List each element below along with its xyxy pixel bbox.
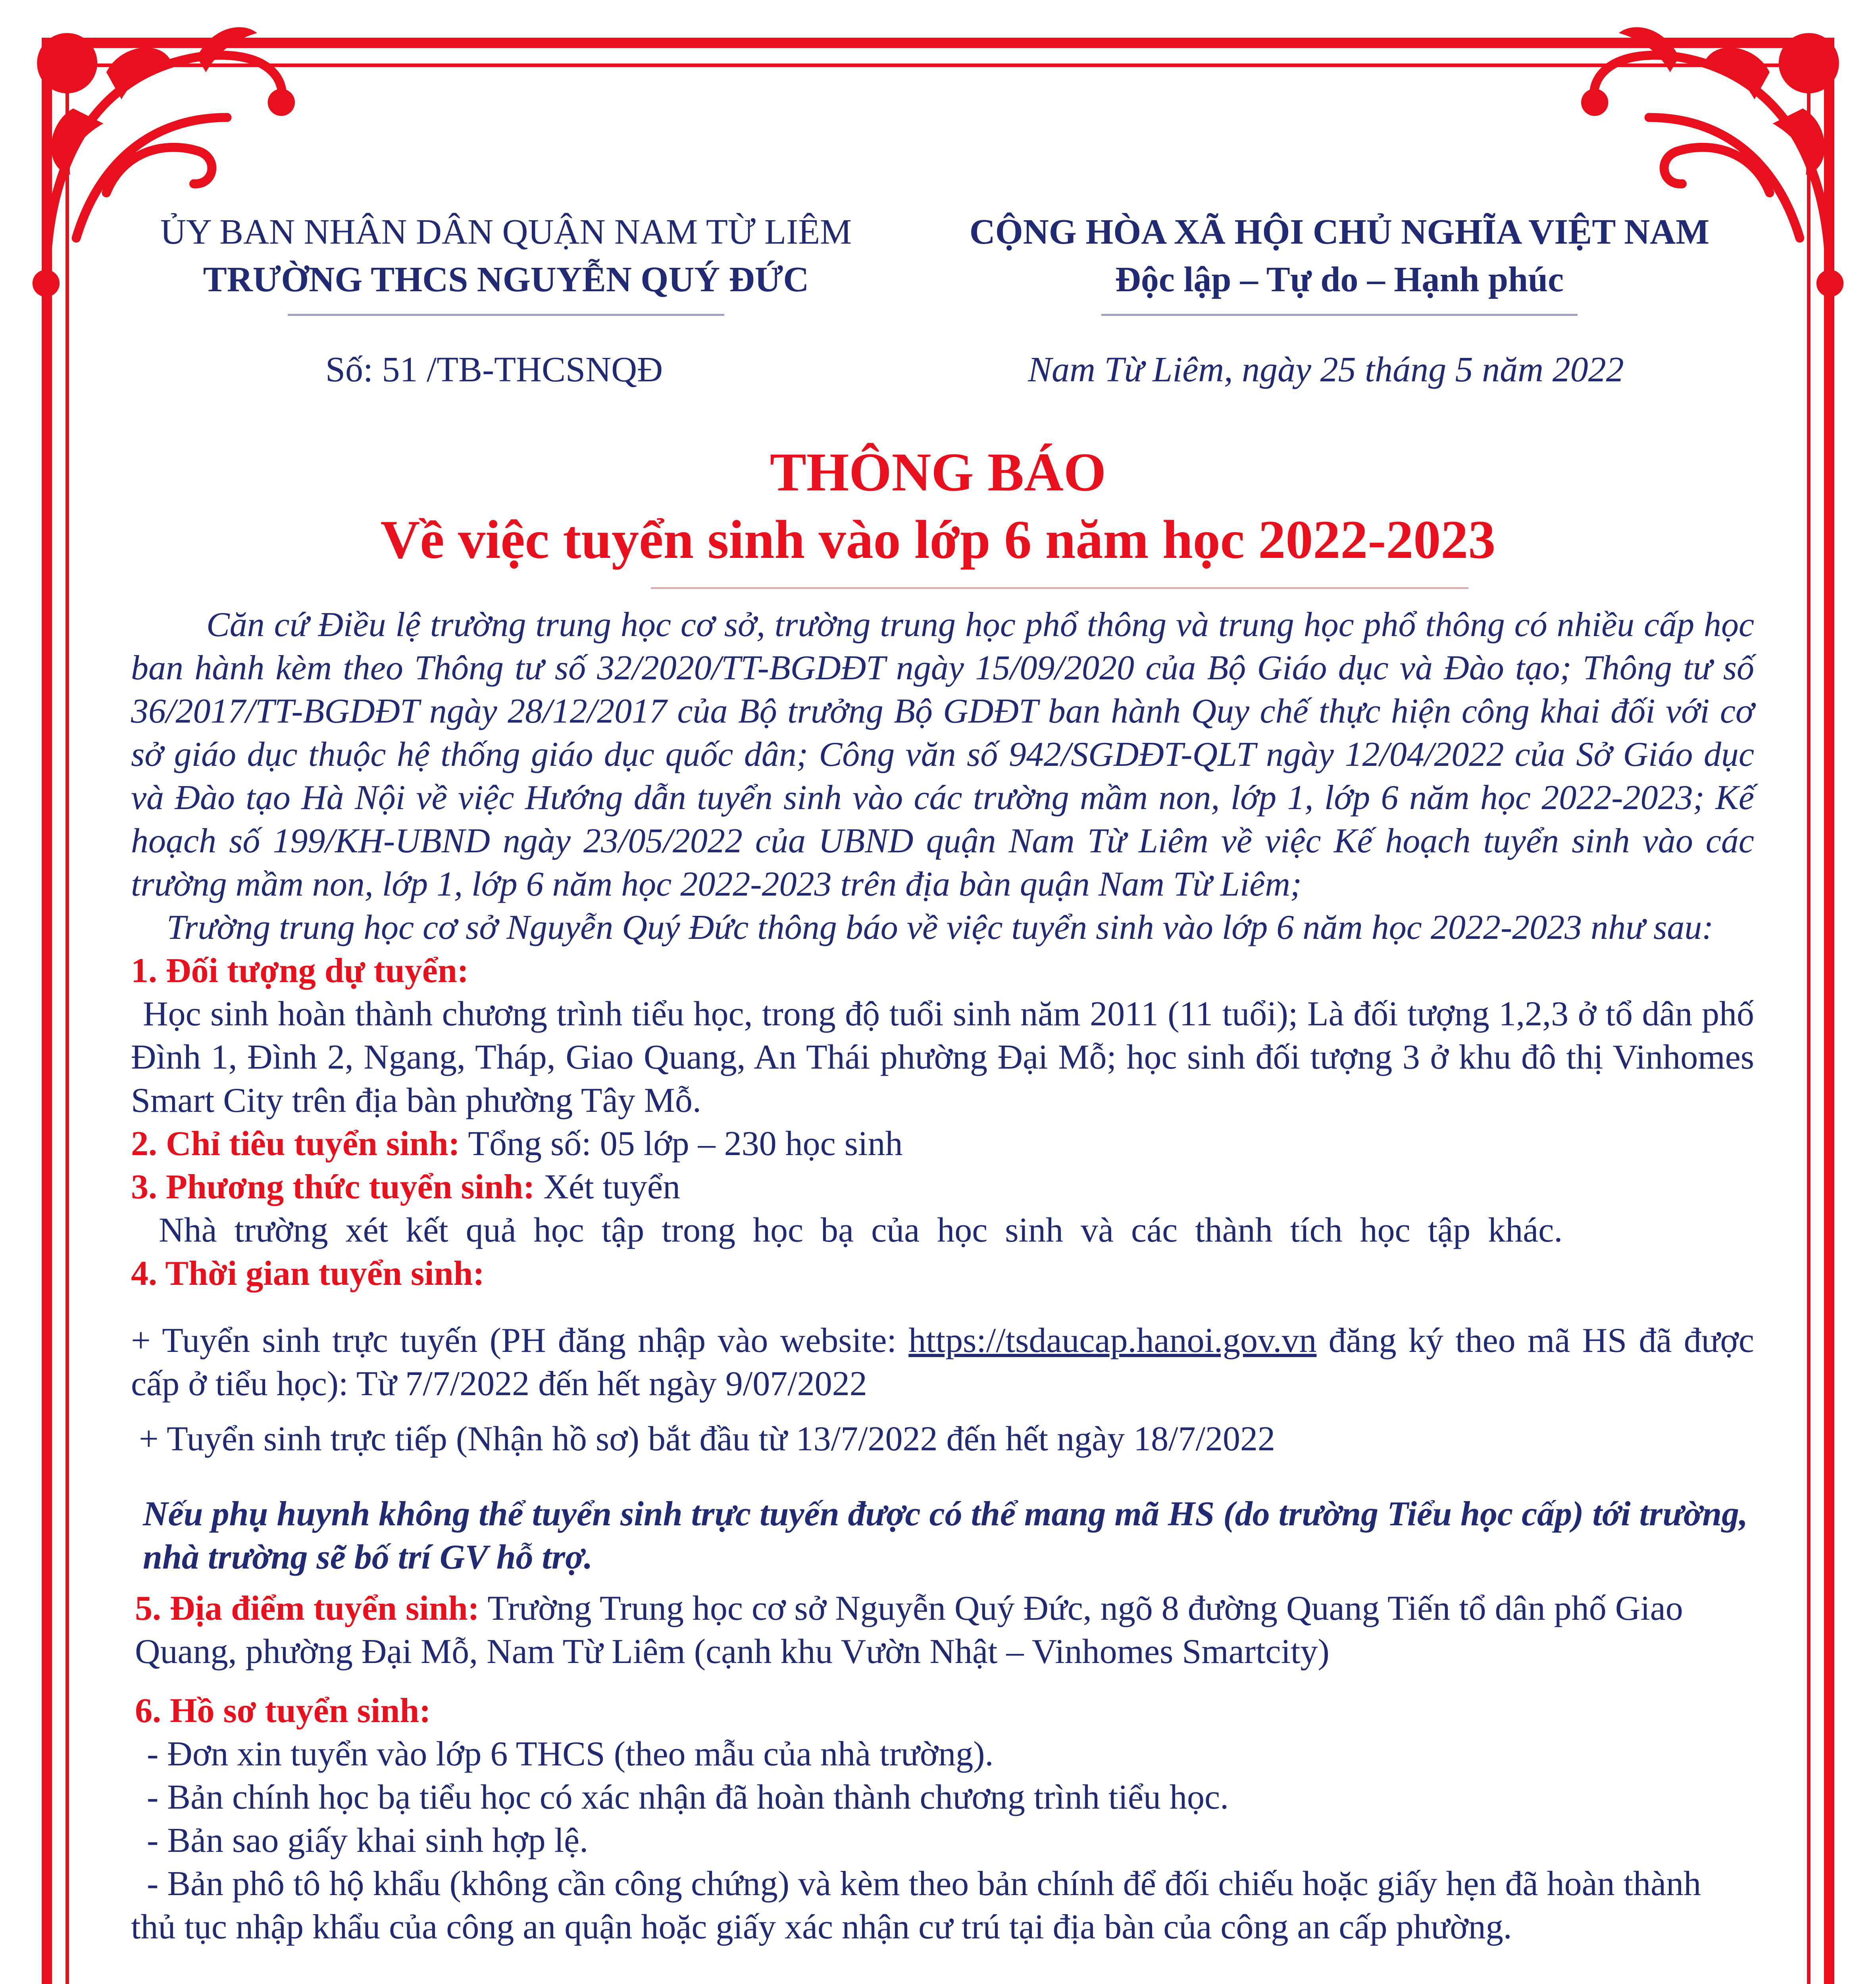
list-item: - Bản phô tô hộ khẩu (không cần công chứng) và kèm theo bản chính để đối chiếu hoặc giấy hẹn đã hoàn thành thủ tục nhập khẩu của công an quận hoặc giấy xác nhận cư trú tại địa bàn của công an cấp phường. [131,1865,1701,1946]
issuer-underline [288,314,724,316]
section-1-heading: 1. Đối tượng dự tuyển: [131,952,469,990]
section-4-note: Nếu phụ huynh không thể tuyển sinh trực tuyến được có thể mang mã HS (do trường Tiểu học cấp) tới trường, nhà trường sẽ bố trí GV hỗ trợ. [143,1495,1748,1576]
title-underline [651,587,1468,589]
registration-link[interactable]: https://tsdaucap.hanoi.gov.vn [908,1321,1317,1360]
section-3-text: Xét tuyển [543,1168,680,1206]
national-header [913,208,1766,316]
document-number: Số: 51 /TB-THCSNQĐ [325,350,663,389]
section-1-text: Học sinh hoàn thành chương trình tiểu học, trong độ tuổi sinh năm 2011 (11 tuổi); Là đối tượng 1,2,3 ở tổ dân phố Đình 1, Đình 2, Ngang, Tháp, Giao Quang, An Thái phường Đại Mỗ; học sinh đối tượng 3 ở khu đô thị Vinhomes Smart City trên địa bàn phường Tây Mỗ. [131,995,1754,1120]
document-title: THÔNG BÁO [770,442,1106,502]
section-4-online: + Tuyển sinh trực tuyến (PH đăng nhập vào website: https://tsdaucap.hanoi.gov.vn đăng ký theo mã HS đã được cấp ở tiểu học): Từ 7/7/2022 đến hết ngày 9/07/2022 [131,1321,1754,1403]
list-item: - Đơn xin tuyển vào lớp 6 THCS (theo mẫu của nhà trường). [147,1735,994,1773]
section-5-text: Trường Trung học cơ sở Nguyễn Quý Đức, ngõ 8 đường Quang Tiến tổ dân phố Giao Quang, phường Đại Mỗ, Nam Từ Liêm (cạnh khu Vườn Nhật – Vinhomes Smartcity) [135,1589,1683,1671]
national-underline [1101,314,1578,316]
list-item: - Bản chính học bạ tiểu học có xác nhận đã hoàn thành chương trình tiểu học. [147,1778,1229,1817]
section-3-detail: Nhà trường xét kết quả học tập trong học bạ của học sinh và các thành tích học tập khác. [159,1211,1563,1250]
section-2-text: Tổng số: 05 lớp – 230 học sinh [468,1125,903,1163]
section-3-heading: 3. Phương thức tuyển sinh: [131,1168,535,1206]
national-motto: Độc lập – Tự do – Hạnh phúc [1115,260,1564,299]
document-subtitle: Về việc tuyển sinh vào lớp 6 năm học 2022-2023 [380,509,1496,570]
section-2 [131,1122,1754,1165]
section-4-direct: + Tuyển sinh trực tiếp (Nhận hồ sơ) bắt đầu từ 13/7/2022 đến hết ngày 18/7/2022 [139,1420,1276,1458]
issuer-authority: ỦY BAN NHÂN DÂN QUẬN NAM TỪ LIÊM [160,212,852,252]
intro: Trường trung học cơ sở Nguyễn Quý Đức thông báo về việc tuyển sinh vào lớp 6 năm học 2022-2023 như sau: [167,908,1714,947]
section-5 [131,1587,1754,1673]
issuer-header [131,208,881,316]
date-line: Nam Từ Liêm, ngày 25 tháng 5 năm 2022 [1028,350,1624,389]
section-4-heading: 4. Thời gian tuyển sinh: [131,1254,485,1293]
document-body [131,603,1754,1949]
section-2-heading: 2. Chỉ tiêu tuyển sinh: [131,1125,460,1163]
list-item: - Bản sao giấy khai sinh hợp lệ. [147,1821,589,1860]
section-3 [131,1165,1754,1209]
preamble: Căn cứ Điều lệ trường trung học cơ sở, trường trung học phổ thông và trung học phổ thông có nhiều cấp học ban hành kèm theo Thông tư số 32/2020/TT-BGDĐT ngày 15/09/2020 của Bộ Giáo dục và Đào tạo; Thông tư số 36/2017/TT-BGDĐT ngày 28/12/2017 của Bộ trưởng Bộ GDĐT ban hành Quy chế thực hiện công khai đối với cơ sở giáo dục thuộc hệ thống giáo dục quốc dân; Công văn số 942/SGDĐT-QLT ngày 12/04/2022 của Sở Giáo dục và Đào tạo Hà Nội về việc Hướng dẫn tuyển sinh vào các trường mầm non, lớp 1, lớp 6 năm học 2022-2023; Kế hoạch số 199/KH-UBND ngày 23/05/2022 của UBND quận Nam Từ Liêm về việc Kế hoạch tuyển sinh vào các trường mầm non, lớp 1, lớp 6 năm học 2022-2023 trên địa bàn quận Nam Từ Liêm; [131,606,1754,904]
national-title: CỘNG HÒA XÃ HỘI CHỦ NGHĨA VIỆT NAM [969,212,1710,252]
section-6-heading: 6. Hồ sơ tuyển sinh: [135,1692,431,1730]
issuer-school: TRƯỜNG THCS NGUYỄN QUÝ ĐỨC [203,260,809,299]
section-5-heading: 5. Địa điểm tuyển sinh: [135,1589,479,1628]
